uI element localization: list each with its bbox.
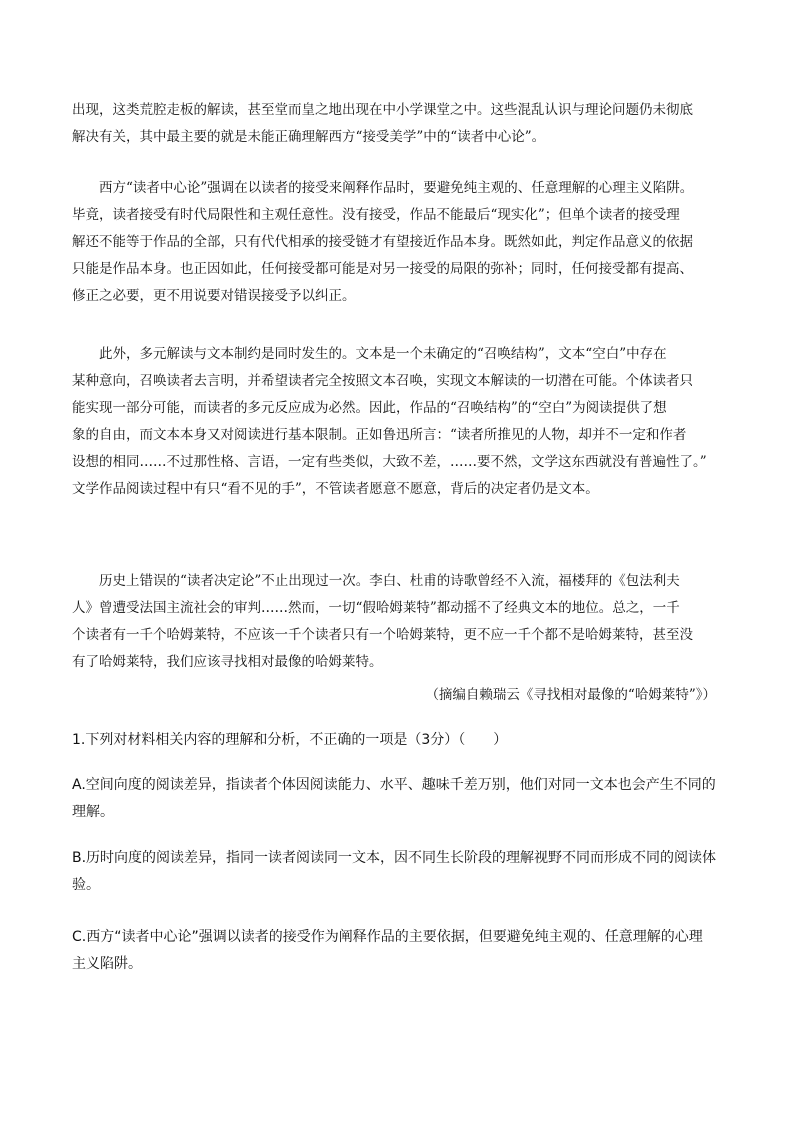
text-line: 理解。 bbox=[72, 804, 114, 820]
text-line: 某种意向，召唤读者去言明，并希望读者完全按照文本召唤，实现文本解读的一切潜在可能。个体读者只 bbox=[72, 373, 693, 389]
passage-paragraph-1 bbox=[72, 97, 722, 151]
text-line: 历史上错误的“读者决定论”不止出现过一次。李白、杜甫的诗歌曾经不入流，福楼拜的《包法利夫 bbox=[99, 573, 680, 589]
passage-paragraph-3 bbox=[72, 341, 722, 503]
question-1-option-a bbox=[72, 772, 732, 826]
text-line: 验。 bbox=[72, 877, 100, 893]
text-line: A.空间向度的阅读差异，指读者个体因阅读能力、水平、趣味千差万别，他们对同一文本也会产生不同的 bbox=[72, 777, 716, 793]
passage-paragraph-2 bbox=[72, 175, 722, 310]
text-line: 有了哈姆莱特，我们应该寻找相对最像的哈姆莱特。 bbox=[72, 654, 383, 670]
text-line: C.西方“读者中心论”强调以读者的接受作为阐释作品的主要依据，但要避免纯主观的、任意理解的心理 bbox=[72, 929, 703, 945]
text-line: 西方“读者中心论”强调在以读者的接受来阐释作品时，要避免纯主观的、任意理解的心理主义陷阱。 bbox=[99, 180, 694, 196]
text-line: 个读者有一千个哈姆莱特，不应该一千个读者只有一个哈姆莱特，更不应一千个都不是哈姆莱特，甚至没 bbox=[72, 627, 693, 643]
text-line: 修正之必要，更不用说要对错误接受予以纠正。 bbox=[72, 288, 356, 304]
text-line: 1.下列对材料相关内容的理解和分析，不正确的一项是（3分）（ ） bbox=[72, 732, 508, 748]
text-line: 设想的相同……不过那性格、言语，一定有些类似，大致不差，……要不然，文学这东西就没有普遍性了。” bbox=[72, 454, 707, 470]
text-line: 毕竟，读者接受有时代局限性和主观任意性。没有接受，作品不能最后“现实化”；但单个读者的接受理 bbox=[72, 207, 680, 223]
text-line: 出现，这类荒腔走板的解读，甚至堂而皇之地出现在中小学课堂之中。这些混乱认识与理论问题仍未彻底 bbox=[72, 102, 693, 118]
passage-paragraph-4 bbox=[72, 568, 722, 676]
question-1-option-c bbox=[72, 924, 732, 978]
passage-source: （摘编自赖瑞云《寻找相对最像的“哈姆莱特”》） bbox=[425, 687, 716, 703]
text-line: 只能是作品本身。也正因如此，任何接受都可能是对另一接受的局限的弥补；同时，任何接受都有提高、 bbox=[72, 261, 693, 277]
question-1-stem bbox=[72, 727, 732, 754]
text-line: 主义陷阱。 bbox=[72, 956, 142, 972]
text-line: 此外，多元解读与文本制约是同时发生的。文本是一个未确定的“召唤结构”，文本“空白”中存在 bbox=[99, 346, 667, 362]
text-line: B.历时向度的阅读差异，指同一读者阅读同一文本，因不同生长阶段的理解视野不同而形成不同的阅读体 bbox=[72, 850, 717, 866]
text-line: 文学作品阅读过程中有只“看不见的手”，不管读者愿意不愿意，背后的决定者仍是文本。 bbox=[72, 481, 599, 497]
question-1-option-b bbox=[72, 845, 732, 899]
text-line: 人》曾遭受法国主流社会的审判……然而，一切“假哈姆莱特”都动摇不了经典文本的地位。总之，一千 bbox=[72, 600, 680, 616]
text-line: 象的自由，而文本本身又对阅读进行基本限制。正如鲁迅所言：“读者所推见的人物，却并不一定和作者 bbox=[72, 427, 687, 443]
text-line: 能实现一部分可能，而读者的多元反应成为必然。因此，作品的“召唤结构”的“空白”为阅读提供了想 bbox=[72, 400, 667, 416]
text-line: 解还不能等于作品的全部，只有代代相承的接受链才有望接近作品本身。既然如此，判定作品意义的依据 bbox=[72, 234, 693, 250]
text-line: 解决有关，其中最主要的就是未能正确理解西方“接受美学”中的“读者中心论”。 bbox=[72, 129, 546, 145]
